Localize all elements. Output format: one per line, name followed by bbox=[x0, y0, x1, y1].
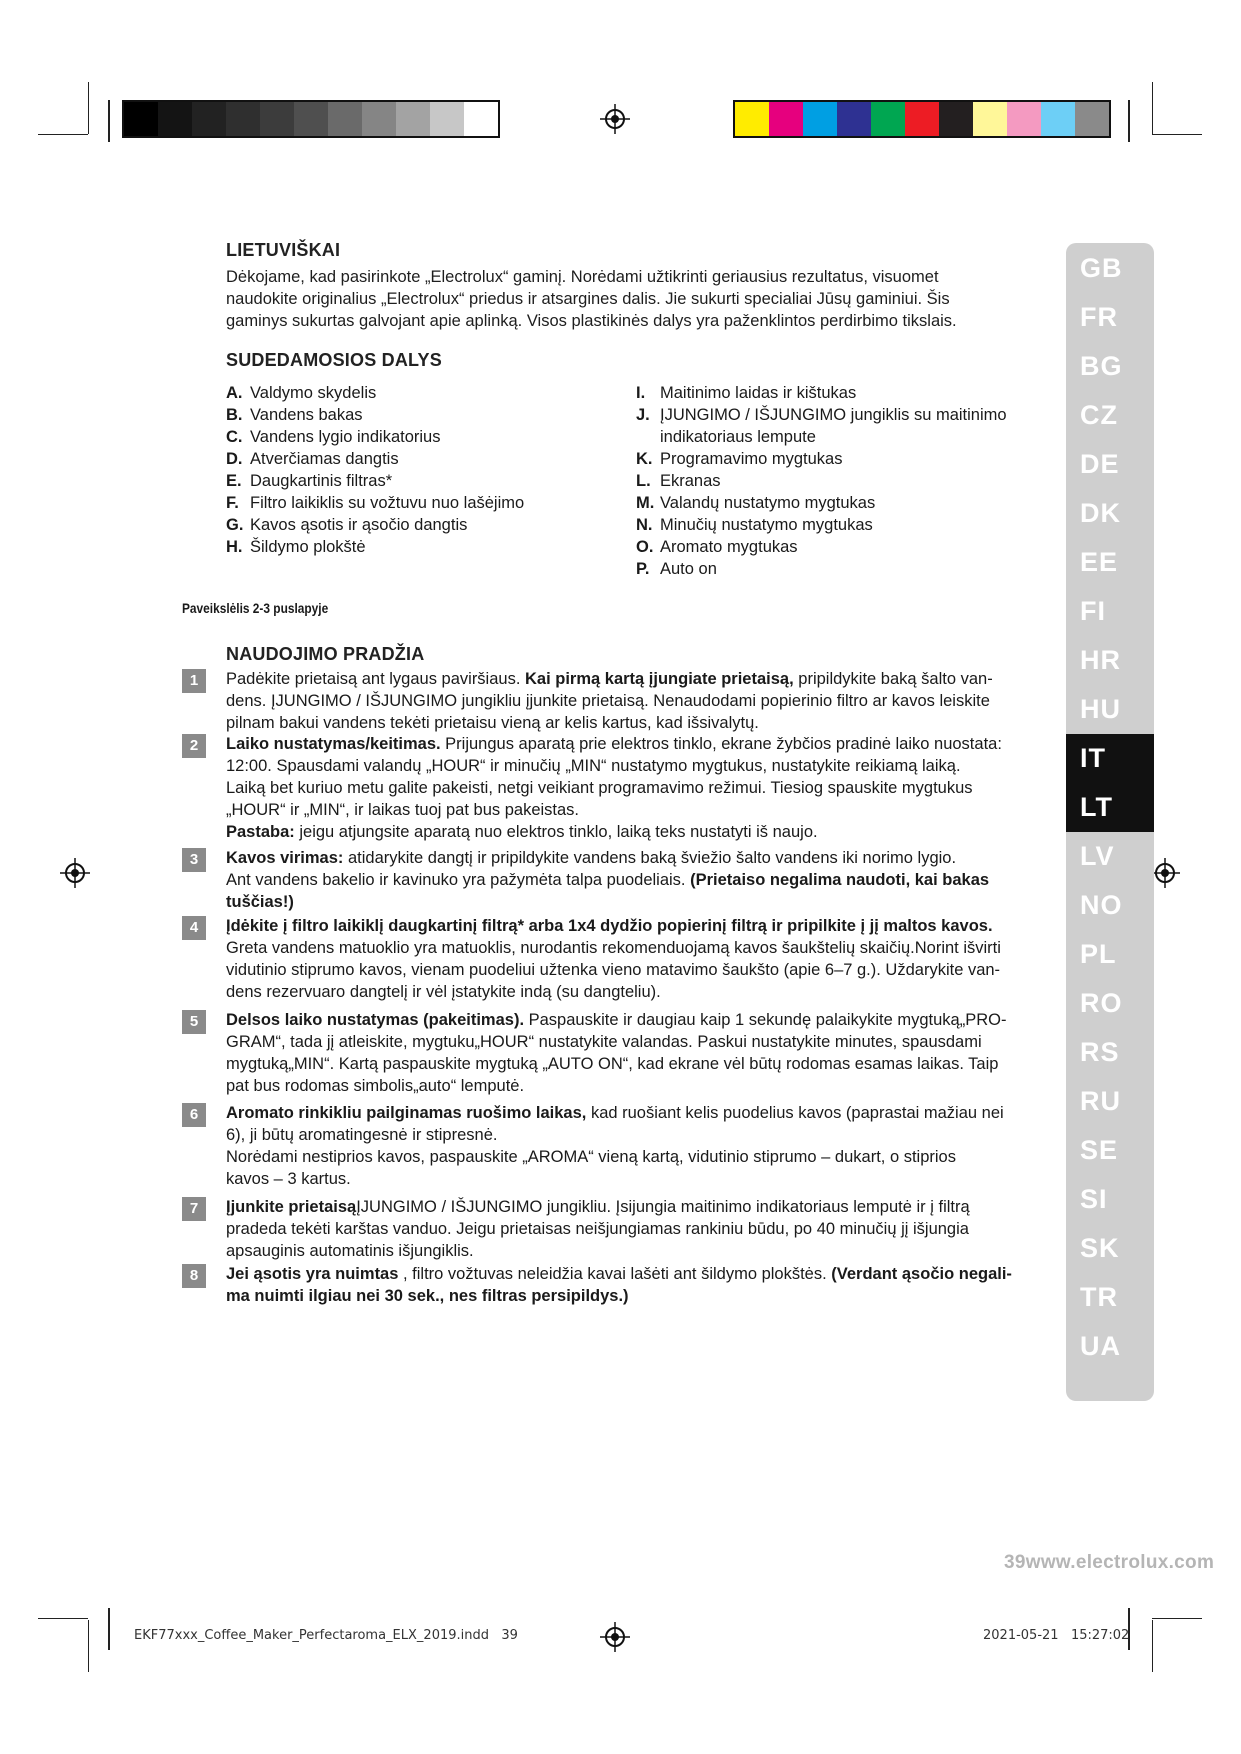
color-swatch bbox=[905, 102, 939, 136]
part-label: Vandens bakas bbox=[250, 406, 363, 424]
crop-mark bbox=[1152, 1620, 1153, 1672]
part-key: L. bbox=[636, 472, 651, 490]
step-line: dens. ĮJUNGIMO / IŠJUNGIMO jungikliu įjunkite prietaisą. Nenaudodami popierinio filtro ar kavos leiskite bbox=[226, 692, 990, 710]
crop-mark bbox=[1152, 82, 1153, 134]
color-swatch bbox=[1041, 102, 1075, 136]
section-heading-parts: SUDEDAMOSIOS DALYS bbox=[226, 350, 442, 370]
language-tab-gb[interactable]: GB bbox=[1080, 253, 1123, 283]
registration-mark-icon bbox=[600, 1622, 630, 1652]
part-key: H. bbox=[226, 538, 243, 556]
step-number-badge: 1 bbox=[182, 669, 206, 693]
step-line: Ant vandens bakelio ir kavinuko yra pažymėta talpa puodeliais. (Prietaiso negalima naudoti, kai bakas bbox=[226, 871, 990, 889]
color-swatch bbox=[430, 102, 464, 136]
crop-mark bbox=[1128, 100, 1130, 142]
part-key: C. bbox=[226, 428, 243, 446]
language-tab-lt[interactable]: LT bbox=[1066, 783, 1154, 832]
color-swatch bbox=[362, 102, 396, 136]
step-text bbox=[226, 1009, 1026, 1097]
part-label: Maitinimo laidas ir kištukas bbox=[660, 384, 857, 402]
part-key: J. bbox=[636, 406, 650, 424]
step-text bbox=[226, 915, 1026, 1003]
intro-line: Dėkojame, kad pasirinkote „Electrolux“ gaminį. Norėdami užtikrinti geriausius rezultatus, visuomet bbox=[226, 268, 939, 286]
registration-mark-icon bbox=[1150, 858, 1180, 888]
part-key: E. bbox=[226, 472, 242, 490]
step-line: pat bus rodomas simbolis„auto“ lemputė. bbox=[226, 1077, 525, 1095]
color-swatch bbox=[464, 102, 498, 136]
part-label: ĮJUNGIMO / IŠJUNGIMO jungiklis su maitinimo indikatoriaus lempute bbox=[660, 406, 1007, 446]
part-item bbox=[226, 426, 606, 448]
step-text bbox=[226, 847, 1026, 913]
part-item bbox=[226, 470, 606, 492]
color-swatch bbox=[124, 102, 158, 136]
language-tab-sk[interactable]: SK bbox=[1080, 1233, 1120, 1263]
color-swatch bbox=[837, 102, 871, 136]
part-key: N. bbox=[636, 516, 653, 534]
part-key: O. bbox=[636, 538, 654, 556]
part-item bbox=[636, 470, 1036, 492]
step-number-badge: 8 bbox=[182, 1264, 206, 1288]
color-swatch bbox=[735, 102, 769, 136]
step-line: tuščias!) bbox=[226, 893, 294, 911]
language-tab-de[interactable]: DE bbox=[1080, 449, 1120, 479]
crop-mark bbox=[1152, 1618, 1202, 1619]
language-tab-ru[interactable]: RU bbox=[1080, 1086, 1121, 1116]
registration-mark-icon bbox=[600, 104, 630, 134]
color-swatch bbox=[1075, 102, 1109, 136]
part-label: Daugkartinis filtras* bbox=[250, 472, 393, 490]
language-tab-lv[interactable]: LV bbox=[1080, 841, 1115, 871]
step-line: pradeda tekėti karštas vanduo. Jeigu prietaisas neišjungiamas rankiniu būdu, po 40 minučių jį išjungia bbox=[226, 1220, 969, 1238]
section-heading-lietuviskai: LIETUVIŠKAI bbox=[226, 240, 341, 260]
part-item bbox=[226, 514, 606, 536]
color-swatch bbox=[260, 102, 294, 136]
language-tab-ee[interactable]: EE bbox=[1080, 547, 1119, 577]
language-tab-fr[interactable]: FR bbox=[1080, 302, 1118, 332]
process-color-bar bbox=[733, 100, 1111, 138]
slug-date: 2021-05-21 15:27:02 bbox=[983, 1628, 1130, 1643]
step-line: apsauginis automatinis išjungiklis. bbox=[226, 1242, 474, 1260]
part-item bbox=[636, 404, 1036, 448]
color-swatch bbox=[973, 102, 1007, 136]
step-number-badge: 2 bbox=[182, 734, 206, 758]
intro-line: naudokite originalius „Electrolux“ priedus ir atsargines dalis. Jie sukurti specialiai Jūsų gaminiui. Šis bbox=[226, 290, 950, 308]
intro-line: gaminys sukurtas galvojant apie aplinką. Visos plastikinės dalys yra paženklintos perdirbimo tikslais. bbox=[226, 312, 957, 330]
part-item bbox=[636, 448, 1036, 470]
step-text bbox=[226, 733, 1026, 843]
language-tab-ro[interactable]: RO bbox=[1080, 988, 1123, 1018]
color-swatch bbox=[803, 102, 837, 136]
language-tab-si[interactable]: SI bbox=[1080, 1184, 1108, 1214]
part-label: Šildymo plokštė bbox=[250, 538, 366, 556]
part-item bbox=[226, 536, 606, 558]
crop-mark bbox=[108, 1608, 110, 1650]
language-tab-cz[interactable]: CZ bbox=[1080, 400, 1118, 430]
language-tab-hr[interactable]: HR bbox=[1080, 645, 1121, 675]
crop-mark bbox=[88, 1620, 89, 1672]
step-line: GRAM“, tada jį atleiskite, mygtuku„HOUR“ nustatykite valandas. Paskui nustatykite minutes, spausdami bbox=[226, 1033, 982, 1051]
language-tab-tr[interactable]: TR bbox=[1080, 1282, 1118, 1312]
crop-mark bbox=[1152, 134, 1202, 135]
language-tab-it[interactable]: IT bbox=[1066, 734, 1154, 783]
step-line: Jei ąsotis yra nuimtas , filtro vožtuvas neleidžia kavai lašėti ant šildymo plokštės. (Verdant ąsočio negali- bbox=[226, 1265, 1012, 1283]
part-key: I. bbox=[636, 384, 646, 402]
grayscale-color-bar bbox=[122, 100, 500, 138]
page-footer: 39www.electrolux.com bbox=[1004, 1552, 1215, 1573]
part-key: F. bbox=[226, 494, 239, 512]
part-label: Programavimo mygtukas bbox=[660, 450, 843, 468]
step-line: Greta vandens matuoklio yra matuoklis, nurodantis rekomenduojamą kavos šaukštelių skaičių.Norint išvirti bbox=[226, 939, 1001, 957]
step-line: Norėdami nestiprios kavos, paspauskite „AROMA“ vieną kartą, vidutinio stiprumo – dukart, o stiprios bbox=[226, 1148, 956, 1166]
part-key: P. bbox=[636, 560, 650, 578]
language-tab-fi[interactable]: FI bbox=[1080, 596, 1106, 626]
color-swatch bbox=[871, 102, 905, 136]
part-key: B. bbox=[226, 406, 243, 424]
step-line: kavos – 3 kartus. bbox=[226, 1170, 351, 1188]
step-number-badge: 5 bbox=[182, 1010, 206, 1034]
part-key: D. bbox=[226, 450, 243, 468]
part-item bbox=[226, 382, 606, 404]
step-line: Delsos laiko nustatymas (pakeitimas). Paspauskite ir daugiau kaip 1 sekundę palaikykite mygtuką„PRO- bbox=[226, 1011, 1007, 1029]
part-item bbox=[226, 448, 606, 470]
step-text bbox=[226, 1196, 1026, 1262]
part-label: Minučių nustatymo mygtukas bbox=[660, 516, 873, 534]
language-tab-hu[interactable]: HU bbox=[1080, 694, 1121, 724]
language-tab-rs[interactable]: RS bbox=[1080, 1037, 1120, 1067]
step-line: 6), ji būtų aromatingesnė ir stipresnė. bbox=[226, 1126, 498, 1144]
step-number-badge: 4 bbox=[182, 916, 206, 940]
part-label: Atverčiamas dangtis bbox=[250, 450, 399, 468]
step-line: Įjunkite prietaisąĮJUNGIMO / IŠJUNGIMO jungikliu. Įsijungia maitinimo indikatoriaus lemputė ir į filtrą bbox=[226, 1198, 970, 1216]
part-label: Aromato mygtukas bbox=[660, 538, 798, 556]
figure-reference: Paveikslėlis 2-3 puslapyje bbox=[182, 600, 329, 616]
color-swatch bbox=[192, 102, 226, 136]
language-tab-pl[interactable]: PL bbox=[1080, 939, 1117, 969]
color-swatch bbox=[158, 102, 192, 136]
language-tab-dk[interactable]: DK bbox=[1080, 498, 1121, 528]
color-swatch bbox=[769, 102, 803, 136]
step-line: pilnam bakui vandens tekėti prietaisu vieną ar kelis kartus, kad išsivalytų. bbox=[226, 714, 759, 732]
color-swatch bbox=[939, 102, 973, 136]
part-item bbox=[226, 404, 606, 426]
step-line: Laiko nustatymas/keitimas. Prijungus aparatą prie elektros tinklo, ekrane žybčios pradinė laiko nuostata: bbox=[226, 735, 1002, 753]
step-number-badge: 6 bbox=[182, 1103, 206, 1127]
color-swatch bbox=[328, 102, 362, 136]
parts-list-left bbox=[226, 382, 606, 558]
part-item bbox=[636, 492, 1036, 514]
parts-list-right bbox=[636, 382, 1036, 580]
step-line: Pastaba: jeigu atjungsite aparatą nuo elektros tinklo, laiką teks nustatyti iš naujo. bbox=[226, 823, 818, 841]
part-label: Valdymo skydelis bbox=[250, 384, 377, 402]
registration-mark-icon bbox=[60, 858, 90, 888]
crop-mark bbox=[108, 100, 110, 142]
part-item bbox=[636, 382, 1036, 404]
section-heading-usage: NAUDOJIMO PRADŽIA bbox=[226, 644, 425, 664]
step-line: „HOUR“ ir „MIN“, ir laikas tuoj pat bus pakeistas. bbox=[226, 801, 580, 819]
slug-file-name: EKF77xxx_Coffee_Maker_Perfectaroma_ELX_2019.indd 39 bbox=[134, 1628, 518, 1643]
language-tab-se[interactable]: SE bbox=[1080, 1135, 1119, 1165]
crop-mark bbox=[38, 1618, 88, 1619]
step-line: Laiką bet kuriuo metu galite pakeisti, netgi veikiant programavimo režimui. Tiesiog spauskite mygtukus bbox=[226, 779, 973, 797]
step-number-badge: 3 bbox=[182, 848, 206, 872]
color-swatch bbox=[396, 102, 430, 136]
crop-mark bbox=[38, 134, 88, 135]
part-label: Filtro laikiklis su vožtuvu nuo lašėjimo bbox=[250, 494, 525, 512]
step-line: Aromato rinkikliu pailginamas ruošimo laikas, kad ruošiant kelis puodelius kavos (paprastai mažiau nei bbox=[226, 1104, 1004, 1122]
crop-mark bbox=[88, 82, 89, 134]
part-key: A. bbox=[226, 384, 243, 402]
step-line: ma nuimti ilgiau nei 30 sek., nes filtras persipildys.) bbox=[226, 1287, 629, 1305]
step-line: dens rezervuaro dangtelį ir vėl įstatykite indą (su dangteliu). bbox=[226, 983, 661, 1001]
part-label: Ekranas bbox=[660, 472, 721, 490]
part-key: M. bbox=[636, 494, 655, 512]
part-item bbox=[636, 558, 1036, 580]
step-line: Įdėkite į filtro laikiklį daugkartinį filtrą* arba 1x4 dydžio popierinį filtrą ir pripilkite į jį maltos kavos. bbox=[226, 917, 993, 935]
part-item bbox=[636, 514, 1036, 536]
step-line: Padėkite prietaisą ant lygaus paviršiaus. Kai pirmą kartą įjungiate prietaisą, pripildykite baką šalto van- bbox=[226, 670, 993, 688]
part-key: G. bbox=[226, 516, 244, 534]
color-swatch bbox=[226, 102, 260, 136]
step-text bbox=[226, 668, 1026, 734]
intro-paragraph bbox=[226, 266, 1046, 332]
step-line: mygtuką„MIN“. Kartą paspauskite mygtuką „AUTO ON“, kad ekrane vėl būtų rodomas esamas laikas. Taip bbox=[226, 1055, 999, 1073]
step-line: 12:00. Spausdami valandų „HOUR“ ir minučių „MIN“ nustatymo mygtukus, nustatykite reikiamą laiką. bbox=[226, 757, 961, 775]
part-label: Valandų nustatymo mygtukas bbox=[660, 494, 876, 512]
part-item bbox=[226, 492, 606, 514]
step-number-badge: 7 bbox=[182, 1197, 206, 1221]
language-tab-bg[interactable]: BG bbox=[1080, 351, 1123, 381]
part-label: Kavos ąsotis ir ąsočio dangtis bbox=[250, 516, 468, 534]
step-line: vidutinio stiprumo kavos, vienam puodeliui užtenka vieno matavimo šaukšto (apie 6–7 g.). Uždarykite van- bbox=[226, 961, 1001, 979]
part-key: K. bbox=[636, 450, 653, 468]
color-swatch bbox=[294, 102, 328, 136]
color-swatch bbox=[1007, 102, 1041, 136]
step-text bbox=[226, 1263, 1026, 1307]
step-text bbox=[226, 1102, 1026, 1190]
part-label: Auto on bbox=[660, 560, 717, 578]
part-label: Vandens lygio indikatorius bbox=[250, 428, 441, 446]
part-item bbox=[636, 536, 1036, 558]
step-line: Kavos virimas: atidarykite dangtį ir pripildykite vandens baką šviežio šalto vandens iki norimo lygio. bbox=[226, 849, 957, 867]
language-tab-ua[interactable]: UA bbox=[1080, 1331, 1121, 1361]
language-tab-no[interactable]: NO bbox=[1080, 890, 1123, 920]
